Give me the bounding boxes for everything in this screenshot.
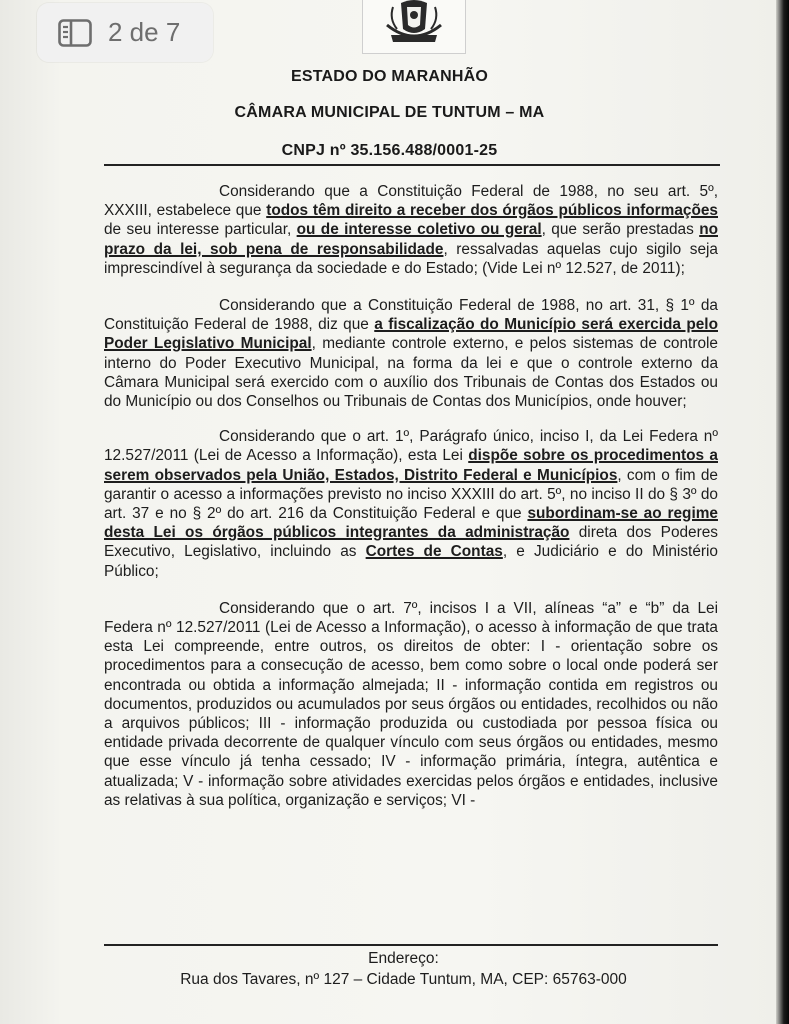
cnpj-heading: CNPJ nº 35.156.488/0001-25 [281,142,498,159]
footer-address-label: Endereço: [368,950,439,967]
sidebar-panel-icon [58,19,92,47]
coat-of-arms-emblem [362,0,466,54]
header-divider [104,164,720,166]
document-body [104,182,718,810]
footer-address: Rua dos Tavares, nº 127 – Cidade Tuntum, MA, CEP: 65763-000 [180,971,627,988]
paragraph-2: Considerando que a Constituição Federal de 1988, no art. 31, § 1º da Constituição Federal de 1988, diz que a fiscalização do Município será exercida pelo Poder Legislativo Municipal, mediante controle externo, e pelos sistemas de controle interno do Poder Executivo Municipal, na forma da lei e que o controle externo da Câmara Municipal será exercido com o auxílio dos Tribunais de Contas dos Estados ou do Município ou dos Conselhos ou Tribunais de Contas dos Municípios, onde houver; [104,297,718,411]
chamber-heading: CÂMARA MUNICIPAL DE TUNTUM – MA [234,104,545,121]
page-indicator-button[interactable] [37,3,213,62]
page-indicator-label: 2 de 7 [108,17,181,47]
paragraph-1: Considerando que a Constituição Federal de 1988, no seu art. 5º, XXXIII, estabelece que todos têm direito a receber dos órgãos públicos informações de seu interesse particular, ou de interesse coletivo ou geral, que serão prestadas no prazo da lei, sob pena de responsabilidade, ressalvadas aquelas cujo sigilo seja imprescindível à segurança da sociedade e do Estado; (Vide Lei nº 12.527, de 2011); [104,183,718,277]
photo-edge-shadow [776,0,789,1024]
footer-divider [104,944,718,946]
paragraph-3: Considerando que o art. 1º, Parágrafo único, inciso I, da Lei Federa nº 12.527/2011 (Lei de Acesso a Informação), esta Lei dispõe sobre os procedimentos a serem observados pela União, Estados, Distrito Federal e Municípios, com o fim de garantir o acesso a informações previsto no inciso XXXIII do art. 5º, no inciso II do § 3º do art. 37 e no § 2º do art. 216 da Constituição Federal e que subordinam-se ao regime desta Lei os órgãos públicos integrantes da administração direta dos Poderes Executivo, Legislativo, incluindo as Cortes de Contas, e Judiciário e do Ministério Público; [104,428,719,580]
paragraph-4: Considerando que o art. 7º, incisos I a VII, alíneas “a” e “b” da Lei Federa nº 12.527/2011 (Lei de Acesso a Informação), o acesso à informação de que trata esta Lei compreende, entre outros, os direitos de obter: I - orientação sobre os procedimentos para a consecução de acesso, bem como sobre o local onde poderá ser encontrada ou obtida a informação almejada; II - informação contida em registros ou documentos, produzidos ou acumulados por seus órgãos ou entidades, recolhidos ou não a arquivos públicos; III - informação produzida ou custodiada por pessoa física ou entidade privada decorrente de qualquer vínculo com seus órgãos ou entidades, mesmo que esse vínculo já tenha cessado; IV - informação primária, íntegra, autêntica e atualizada; V - informação sobre atividades exercidas pelos órgãos e entidades, inclusive as relativas à sua política, organização e serviços; VI - [104,599,718,809]
state-heading: ESTADO DO MARANHÃO [290,68,489,85]
